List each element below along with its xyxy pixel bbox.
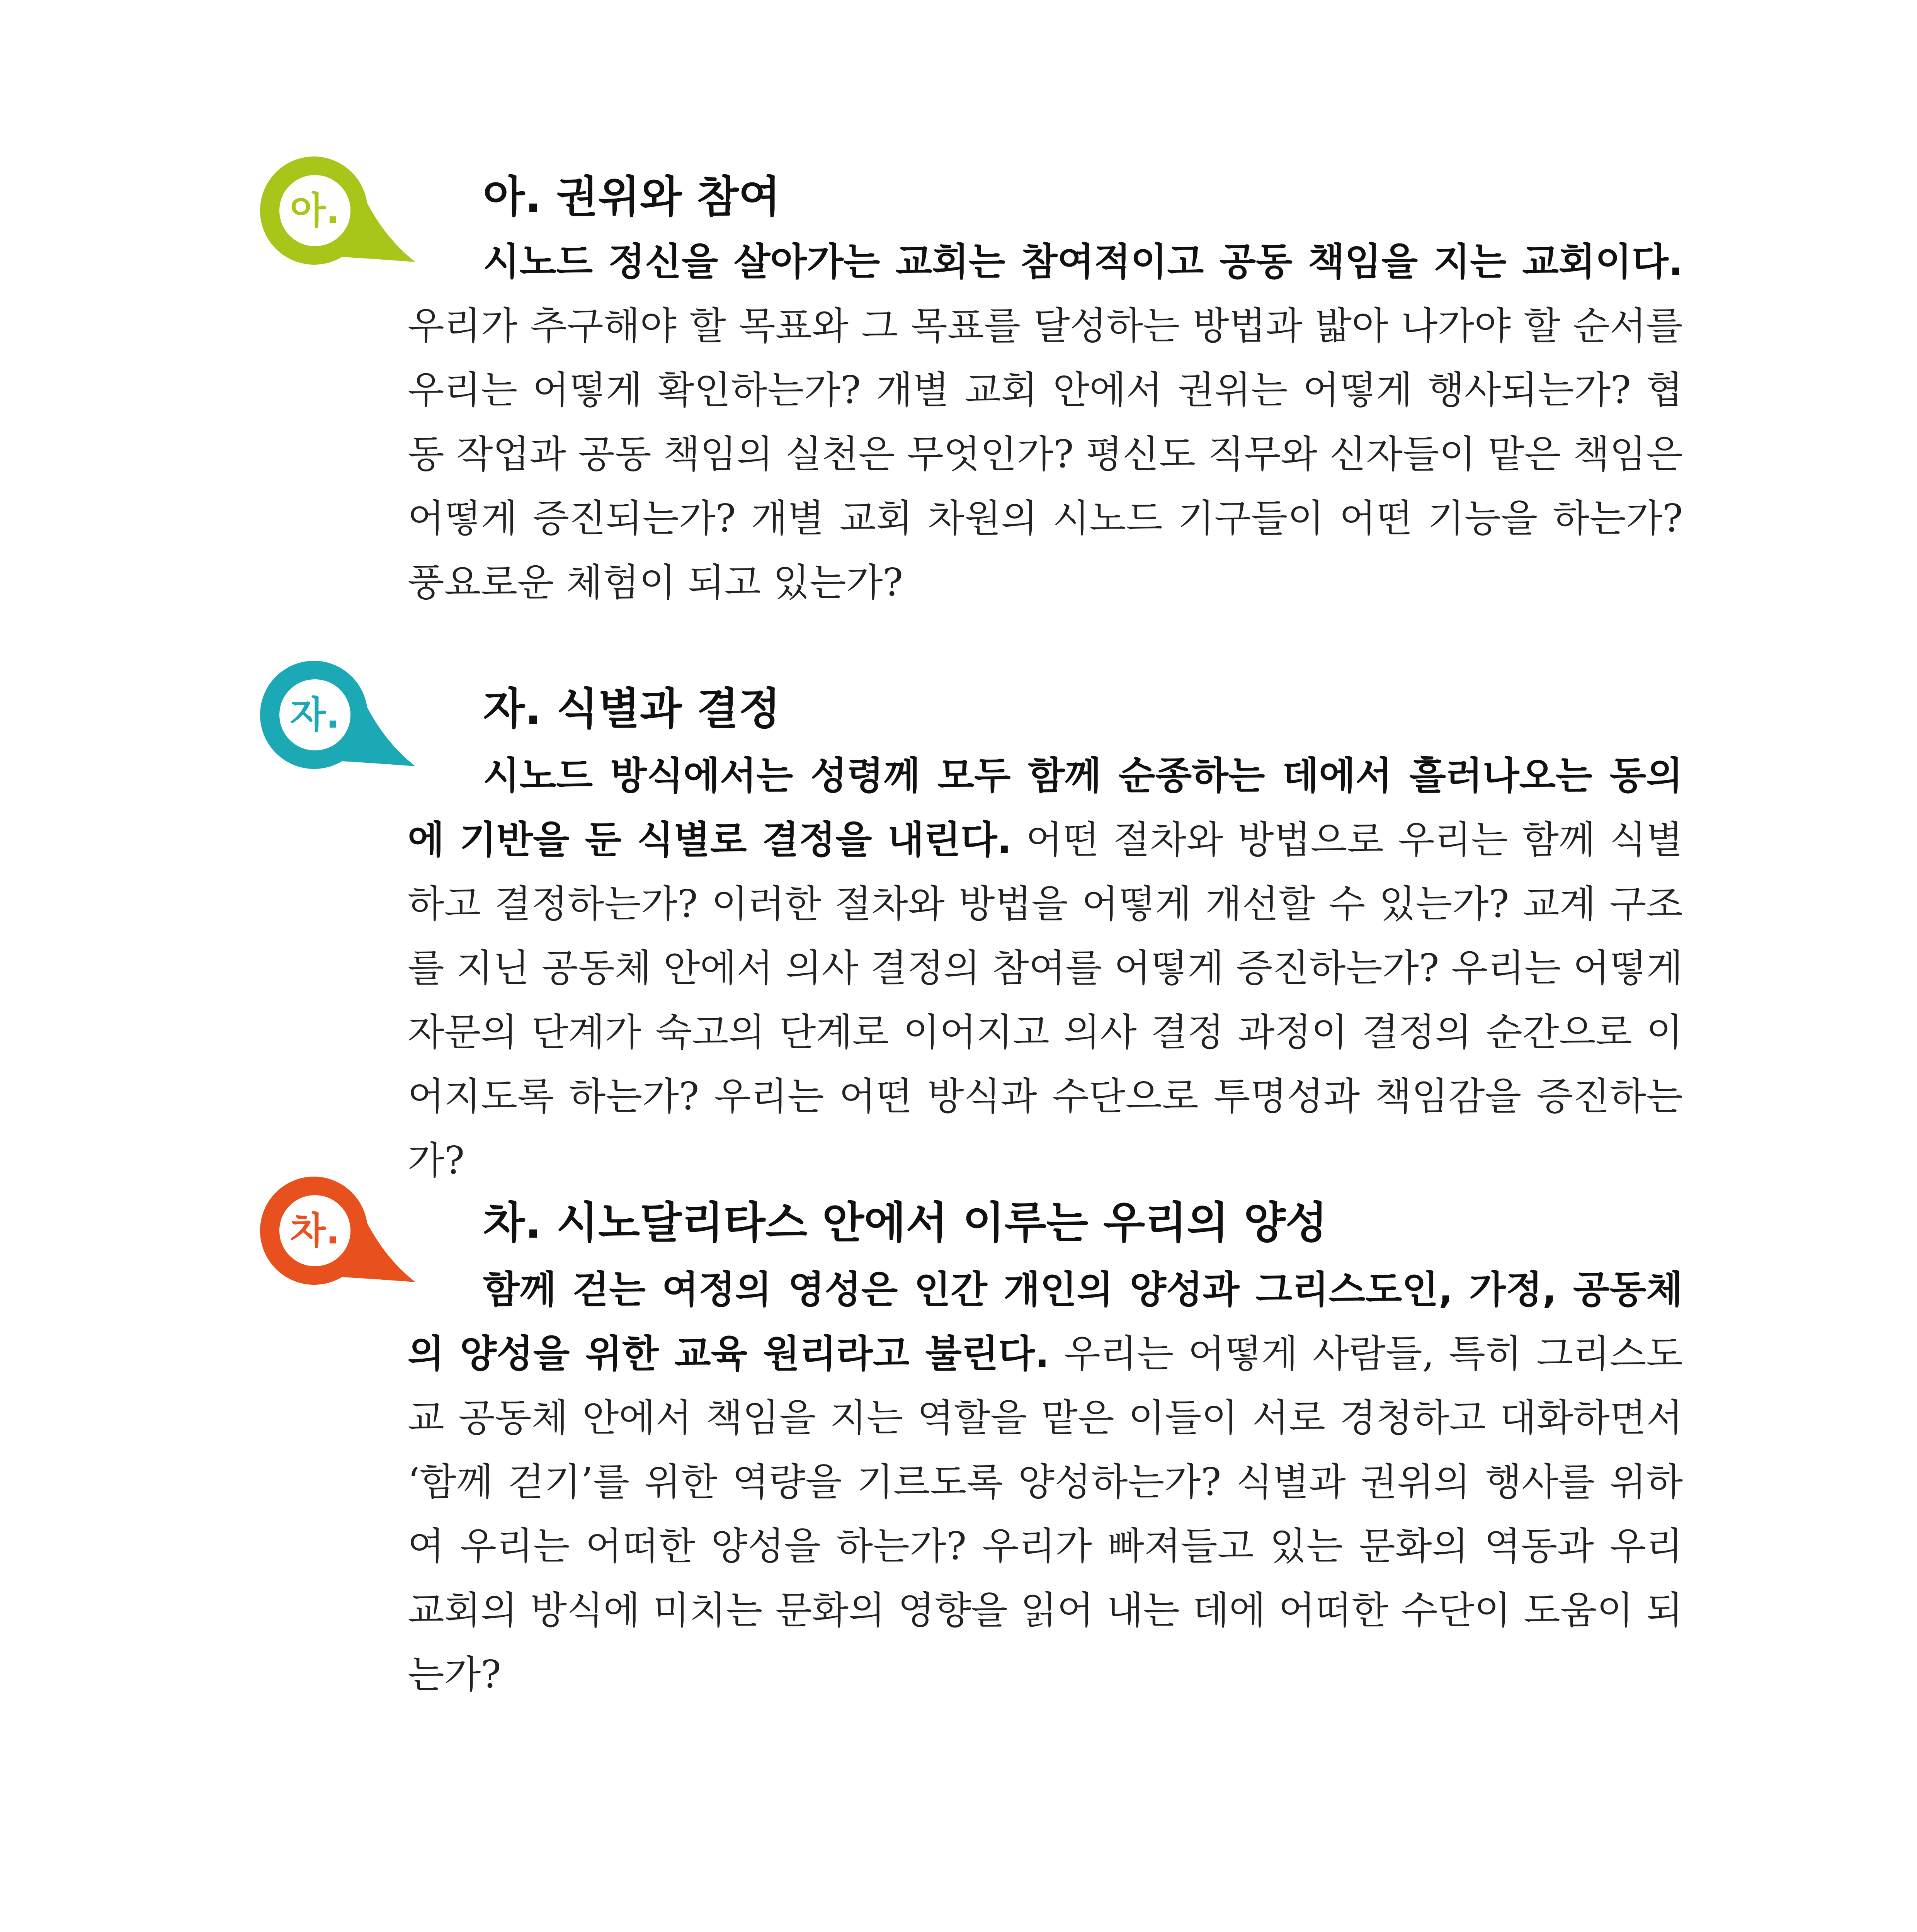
section-text: 우리가 추구해야 할 목표와 그 목표를 달성하는 방법과 밟아 나가야 할 순서를 우리는 어떻게 확인하는가? 개별 교회 안에서 권위는 어떻게 행사되는가? 협동 작업과 공동 책임의 실천은 무엇인가? 평신도 직무와 신자들이 맡은 책임은 어떻게 증진되는가? 개별 교회 차원의 시노드 기구들이 어떤 기능을 하는가? 풍요로운 체험이 되고 있는가? [408,304,1683,605]
section-body [408,1258,1683,1707]
badge-label: 차. [290,1209,340,1252]
section-lead: 함께 걷는 여정의 영성은 인간 개인의 양성과 그리스도인, 가정, 공동체의 양성을 위한 교육 원리라고 불린다. [408,1268,1683,1376]
section-badge [259,659,421,775]
section-text: 어떤 절차와 방법으로 우리는 함께 식별하고 결정하는가? 이러한 절차와 방법을 어떻게 개선할 수 있는가? 교계 구조를 지닌 공동체 안에서 의사 결정의 참여를 어떻게 증진하는가? 우리는 어떻게 자문의 단계가 숙고의 단계로 이어지고 의사 결정 과정이 결정의 순간으로 이어지도록 하는가? 우리는 어떤 방식과 수단으로 투명성과 책임감을 증진하는가? [408,818,1683,1183]
section-title: 차. 시노달리타스 안에서 이루는 우리의 양성 [483,1198,1327,1248]
badge-label: 자. [290,693,340,736]
section-lead: 시노드 정신을 살아가는 교회는 참여적이고 공동 책임을 지는 교회이다. [483,240,1683,284]
section-badge [259,1175,421,1291]
section-body [408,230,1683,615]
section-lead: 시노드 방식에서는 성령께 모두 함께 순종하는 데에서 흘러나오는 동의에 기반을 둔 식별로 결정을 내린다. [408,754,1683,862]
section-body [408,744,1683,1193]
badge-label: 아. [290,189,340,232]
section-badge [259,155,421,270]
section-text: 우리는 어떻게 사람들, 특히 그리스도교 공동체 안에서 책임을 지는 역할을 맡은 이들이 서로 경청하고 대화하면서 ‘함께 걷기’를 위한 역량을 기르도록 양성하는가? 식별과 권위의 행사를 위하여 우리는 어떠한 양성을 하는가? 우리가 빠져들고 있는 문화의 역동과 우리 교회의 방식에 미치는 문화의 영향을 읽어 내는 데에 어떠한 수단이 도움이 되는가? [408,1332,1683,1697]
section-title: 자. 식별과 결정 [483,684,781,734]
section-title: 아. 권위와 참여 [483,172,781,222]
